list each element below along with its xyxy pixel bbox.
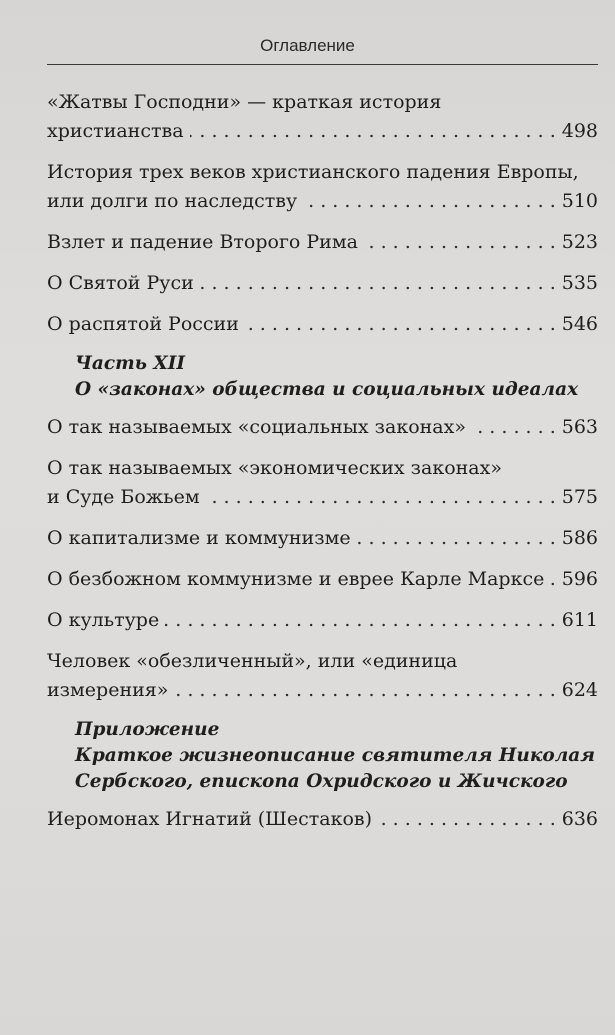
toc-entry-title: Человек «обезличенный», или «единица: [47, 650, 458, 672]
toc-entry-crucified-russia[interactable]: [47, 310, 598, 339]
toc-entry-holy-rus[interactable]: [47, 269, 598, 298]
page-number: 611: [561, 609, 598, 631]
toc-entry-title: О культуре: [47, 609, 160, 631]
page-number: 510: [561, 190, 598, 212]
leader-dots: [303, 187, 556, 216]
toc-entry-title: Взлет и падение Второго Рима: [47, 231, 358, 253]
toc-entry-social-laws[interactable]: [47, 413, 598, 442]
leader-dots: [206, 483, 556, 512]
page-number: 523: [561, 231, 598, 253]
table-of-contents: [47, 88, 598, 846]
appendix-heading: [75, 717, 598, 795]
toc-entry-title: О капитализме и коммунизме: [47, 527, 351, 549]
running-head: Оглавление: [260, 36, 355, 55]
page-number: 563: [561, 416, 598, 438]
leader-dots: [550, 565, 555, 594]
toc-entry-title-cont: измерения»: [47, 679, 169, 701]
appendix-label: Приложение: [75, 719, 220, 740]
toc-entry-title: «Жатвы Господни» — краткая история: [47, 91, 442, 113]
toc-entry-capitalism[interactable]: [47, 524, 598, 553]
toc-entry-title: О Святой Руси: [47, 272, 194, 294]
page-number: 636: [561, 808, 598, 830]
toc-entry-title: О так называемых «экономических законах»: [47, 457, 502, 479]
leader-dots: [200, 269, 556, 298]
page-number: 575: [561, 486, 598, 508]
page-number: 546: [561, 313, 598, 335]
toc-entry-title-cont: или долги по наследству: [47, 190, 298, 212]
leader-dots: [245, 310, 556, 339]
toc-entry-title: О так называемых «социальных законах»: [47, 416, 466, 438]
toc-entry-title: История трех веков христианского падения Европы,: [47, 161, 579, 183]
page-number: 498: [561, 120, 598, 142]
toc-entry-title: Иеромонах Игнатий (Шестаков): [47, 808, 373, 830]
toc-entry-three-centuries[interactable]: [47, 158, 598, 216]
leader-dots: [378, 805, 556, 834]
toc-entry-title: О распятой России: [47, 313, 239, 335]
page-number: 586: [561, 527, 598, 549]
toc-entry-title-cont: христианства: [47, 120, 184, 142]
header-rule: [47, 64, 598, 65]
toc-entry-title: О безбожном коммунизме и еврее Карле Марксе: [47, 568, 545, 590]
part-heading: [75, 351, 598, 403]
toc-entry-zhatvy[interactable]: [47, 88, 598, 146]
leader-dots: [190, 117, 556, 146]
leader-dots: [364, 228, 556, 257]
page-number: 596: [561, 568, 598, 590]
toc-entry-second-rome[interactable]: [47, 228, 598, 257]
toc-entry-title-cont: и Суде Божьем: [47, 486, 200, 508]
toc-entry-culture[interactable]: [47, 606, 598, 635]
toc-entry-godless-communism[interactable]: [47, 565, 598, 594]
leader-dots: [165, 606, 556, 635]
appendix-title-line1: Краткое жизнеописание святителя Николая: [75, 745, 595, 766]
toc-entry-ignatiy[interactable]: [47, 805, 598, 834]
toc-entry-economic-laws[interactable]: [47, 454, 598, 512]
leader-dots: [357, 524, 556, 553]
toc-entry-depersonalized-man[interactable]: [47, 647, 598, 705]
page-number: 624: [561, 679, 598, 701]
part-title: О «законах» общества и социальных идеалах: [75, 379, 579, 400]
appendix-title-line2: Сербского, епископа Охридского и Жичского: [75, 771, 568, 792]
leader-dots: [472, 413, 556, 442]
page-number: 535: [561, 272, 598, 294]
part-label: Часть XII: [75, 353, 186, 374]
leader-dots: [174, 676, 555, 705]
